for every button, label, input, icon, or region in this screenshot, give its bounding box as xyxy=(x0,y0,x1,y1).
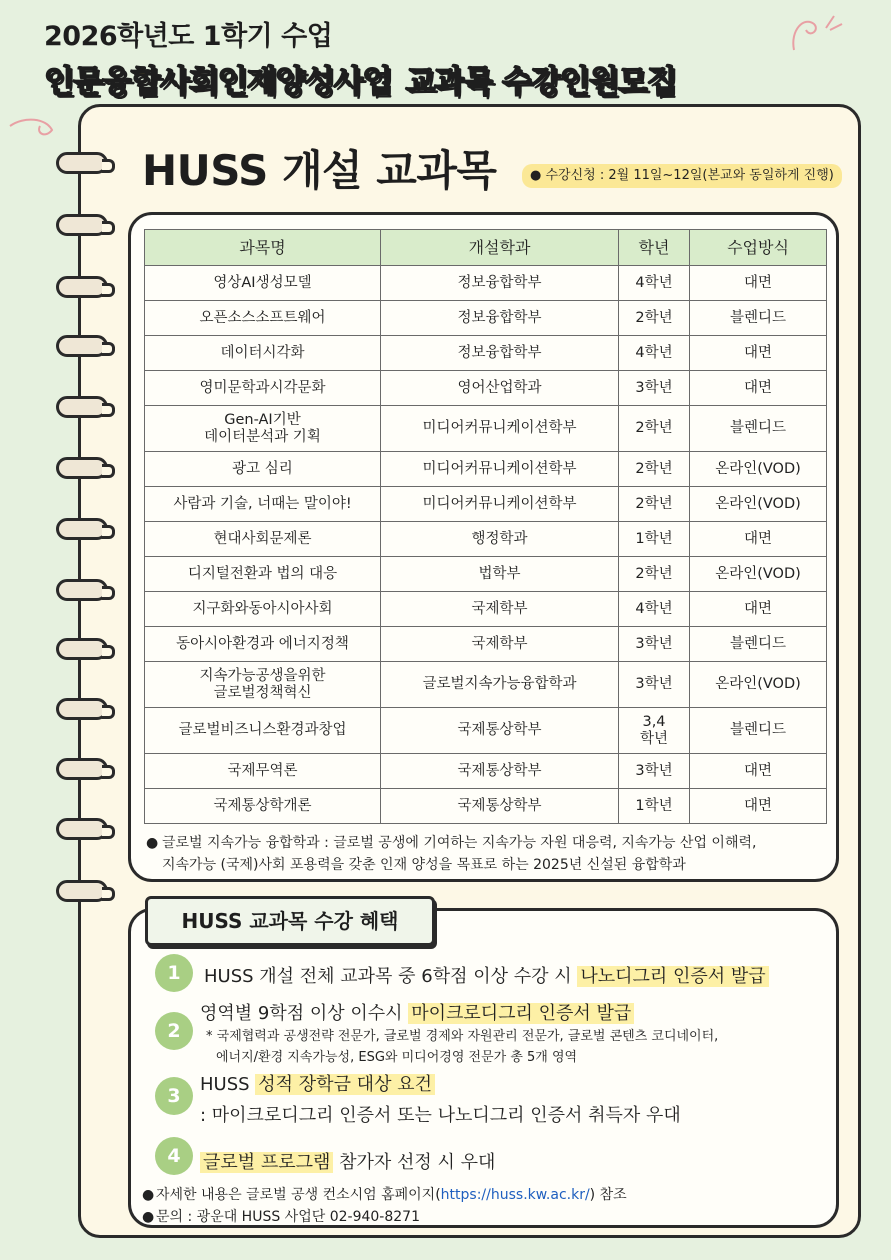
method-cell: 대면 xyxy=(690,789,827,824)
spiral-ring-icon xyxy=(56,518,108,540)
department-note-line1: 글로벌 지속가능 융합학과 : 글로벌 공생에 기여하는 지속가능 자원 대응력, 지속가능 산업 이해력, xyxy=(162,835,757,851)
benefit-item-3-detail: : 마이크로디그리 인증서 또는 나노디그리 인증서 취득자 우대 xyxy=(200,1105,681,1126)
benefit-item-2-detail-1: * 국제협력과 공생전략 전문가, 글로벌 경제와 자원관리 전문가, 글로벌 콘텐츠 코디네이터, xyxy=(206,1029,719,1044)
benefit-highlight: 나노디그리 인증서 발급 xyxy=(577,966,768,987)
course-name-cell: 데이터시각화 xyxy=(145,336,381,371)
spiral-ring-icon xyxy=(56,276,108,298)
spiral-ring-icon xyxy=(56,638,108,660)
header-title-rest: 교과목 수강인원모집 xyxy=(405,63,676,100)
benefits-panel xyxy=(128,908,839,1228)
year-cell: 2학년 xyxy=(619,452,690,487)
header-title xyxy=(44,54,676,102)
year-cell: 3학년 xyxy=(619,627,690,662)
department-cell: 정보융합학부 xyxy=(381,266,619,301)
year-cell: 2학년 xyxy=(619,487,690,522)
department-cell: 글로벌지속가능융합학과 xyxy=(381,662,619,708)
table-row xyxy=(145,754,827,789)
course-table xyxy=(144,229,827,824)
spiral-ring-icon xyxy=(56,818,108,840)
course-name-cell: 지구화와동아시아사회 xyxy=(145,592,381,627)
method-cell: 온라인(VOD) xyxy=(690,557,827,592)
spiral-ring-icon xyxy=(56,152,108,174)
course-name-cell: 지속가능공생을위한 글로벌정책혁신 xyxy=(145,662,381,708)
method-cell: 대면 xyxy=(690,266,827,301)
department-cell: 정보융합학부 xyxy=(381,336,619,371)
course-name-cell: 현대사회문제론 xyxy=(145,522,381,557)
table-row xyxy=(145,662,827,708)
col-header-method: 수업방식 xyxy=(690,230,827,266)
year-cell: 4학년 xyxy=(619,592,690,627)
bullet-icon: ● xyxy=(146,835,159,851)
benefit-number-badge: 3 xyxy=(155,1077,193,1115)
year-cell: 1학년 xyxy=(619,522,690,557)
department-cell: 미디어커뮤니케이션학부 xyxy=(381,487,619,522)
table-row xyxy=(145,371,827,406)
benefit-number-badge: 4 xyxy=(155,1137,193,1175)
year-cell: 4학년 xyxy=(619,266,690,301)
year-cell: 3학년 xyxy=(619,371,690,406)
table-row xyxy=(145,406,827,452)
col-header-department: 개설학과 xyxy=(381,230,619,266)
method-cell: 블렌디드 xyxy=(690,406,827,452)
benefit-item-4: 글로벌 프로그램 참가자 선정 시 우대 xyxy=(200,1148,495,1174)
course-name-cell: 디지털전환과 법의 대응 xyxy=(145,557,381,592)
header-subtitle: 2026학년도 1학기 수업 xyxy=(44,21,333,52)
method-cell: 블렌디드 xyxy=(690,301,827,336)
course-name-cell: 글로벌비즈니스환경과창업 xyxy=(145,708,381,754)
method-cell: 대면 xyxy=(690,371,827,406)
benefit-item-1: HUSS 개설 전체 교과목 중 6학점 이상 수강 시 나노디그리 인증서 발급 xyxy=(204,962,769,988)
spiral-ring-icon xyxy=(56,457,108,479)
spiral-ring-icon xyxy=(56,698,108,720)
benefit-item-2: 영역별 9학점 이상 이수시 마이크로디그리 인증서 발급 xyxy=(200,999,634,1025)
table-row xyxy=(145,592,827,627)
course-name-cell: 광고 심리 xyxy=(145,452,381,487)
spiral-ring-icon xyxy=(56,335,108,357)
benefit-number-badge: 1 xyxy=(155,954,193,992)
method-cell: 대면 xyxy=(690,522,827,557)
year-cell: 4학년 xyxy=(619,336,690,371)
table-row xyxy=(145,336,827,371)
bullet-icon: ● xyxy=(142,1187,155,1203)
year-cell: 3,4 학년 xyxy=(619,708,690,754)
year-cell: 2학년 xyxy=(619,406,690,452)
method-cell: 대면 xyxy=(690,754,827,789)
spiral-ring-icon xyxy=(56,880,108,902)
course-name-cell: 영미문학과시각문화 xyxy=(145,371,381,406)
method-cell: 대면 xyxy=(690,592,827,627)
table-row xyxy=(145,708,827,754)
registration-note: ● 수강신청 : 2월 11일~12일(본교와 동일하게 진행) xyxy=(522,164,842,188)
benefit-highlight: 글로벌 프로그램 xyxy=(200,1152,333,1173)
department-cell: 행정학과 xyxy=(381,522,619,557)
doodle-top-right-icon xyxy=(786,10,846,58)
table-row xyxy=(145,522,827,557)
benefit-highlight: 성적 장학금 대상 요건 xyxy=(255,1074,435,1095)
course-name-cell: 오픈소스소프트웨어 xyxy=(145,301,381,336)
benefit-item-2-detail-2: 에너지/환경 지속가능성, ESG와 미디어경영 전문가 총 5개 영역 xyxy=(216,1050,578,1065)
year-cell: 2학년 xyxy=(619,557,690,592)
homepage-link[interactable]: https://huss.kw.ac.kr/ xyxy=(440,1187,590,1203)
year-cell: 3학년 xyxy=(619,662,690,708)
benefit-item-3: HUSS 성적 장학금 대상 요건 xyxy=(200,1070,435,1096)
year-cell: 3학년 xyxy=(619,754,690,789)
course-name-cell: 영상AI생성모델 xyxy=(145,266,381,301)
department-cell: 영어산업학과 xyxy=(381,371,619,406)
method-cell: 온라인(VOD) xyxy=(690,487,827,522)
table-row xyxy=(145,557,827,592)
footer-contact: ● 문의 : 광운대 HUSS 사업단 02-940-8271 xyxy=(142,1209,420,1225)
department-cell: 미디어커뮤니케이션학부 xyxy=(381,452,619,487)
method-cell: 블렌디드 xyxy=(690,627,827,662)
method-cell: 블렌디드 xyxy=(690,708,827,754)
method-cell: 온라인(VOD) xyxy=(690,452,827,487)
spiral-ring-icon xyxy=(56,758,108,780)
col-header-year: 학년 xyxy=(619,230,690,266)
table-row xyxy=(145,627,827,662)
department-cell: 국제학부 xyxy=(381,592,619,627)
year-cell: 2학년 xyxy=(619,301,690,336)
spiral-ring-icon xyxy=(56,214,108,236)
department-cell: 국제통상학부 xyxy=(381,708,619,754)
spiral-ring-icon xyxy=(56,579,108,601)
course-name-cell: 국제통상학개론 xyxy=(145,789,381,824)
table-header-row xyxy=(145,230,827,266)
method-cell: 대면 xyxy=(690,336,827,371)
course-name-cell: 국제무역론 xyxy=(145,754,381,789)
table-row xyxy=(145,266,827,301)
bullet-icon: ● xyxy=(142,1209,155,1225)
department-cell: 미디어커뮤니케이션학부 xyxy=(381,406,619,452)
department-note-line2: 지속가능 (국제)사회 포용력을 갖춘 인재 양성을 목표로 하는 2025년 신설된 융합학과 xyxy=(162,857,686,873)
course-name-cell: 사람과 기술, 너때는 말이야! xyxy=(145,487,381,522)
department-cell: 국제통상학부 xyxy=(381,789,619,824)
doodle-top-left-icon xyxy=(6,112,62,152)
table-row xyxy=(145,301,827,336)
department-cell: 법학부 xyxy=(381,557,619,592)
page-title: HUSS 개설 교과목 xyxy=(142,146,497,195)
col-header-course: 과목명 xyxy=(145,230,381,266)
benefits-title: HUSS 교과목 수강 혜택 xyxy=(145,896,435,946)
department-note xyxy=(146,832,756,876)
department-cell: 국제통상학부 xyxy=(381,754,619,789)
course-name-cell: 동아시아환경과 에너지정책 xyxy=(145,627,381,662)
table-row xyxy=(145,452,827,487)
table-row xyxy=(145,487,827,522)
course-name-cell: Gen-AI기반 데이터분석과 기획 xyxy=(145,406,381,452)
header-title-highlight: 인문융합사회인재양성사업 xyxy=(44,63,392,100)
spiral-ring-icon xyxy=(56,396,108,418)
year-cell: 1학년 xyxy=(619,789,690,824)
department-cell: 정보융합학부 xyxy=(381,301,619,336)
table-row xyxy=(145,789,827,824)
footer-detail: ● 자세한 내용은 글로벌 공생 컨소시엄 홈페이지(https://huss.kw.ac.kr/) 참조 xyxy=(142,1187,627,1203)
benefit-highlight: 마이크로디그리 인증서 발급 xyxy=(408,1003,634,1024)
method-cell: 온라인(VOD) xyxy=(690,662,827,708)
benefit-number-badge: 2 xyxy=(155,1012,193,1050)
department-cell: 국제학부 xyxy=(381,627,619,662)
